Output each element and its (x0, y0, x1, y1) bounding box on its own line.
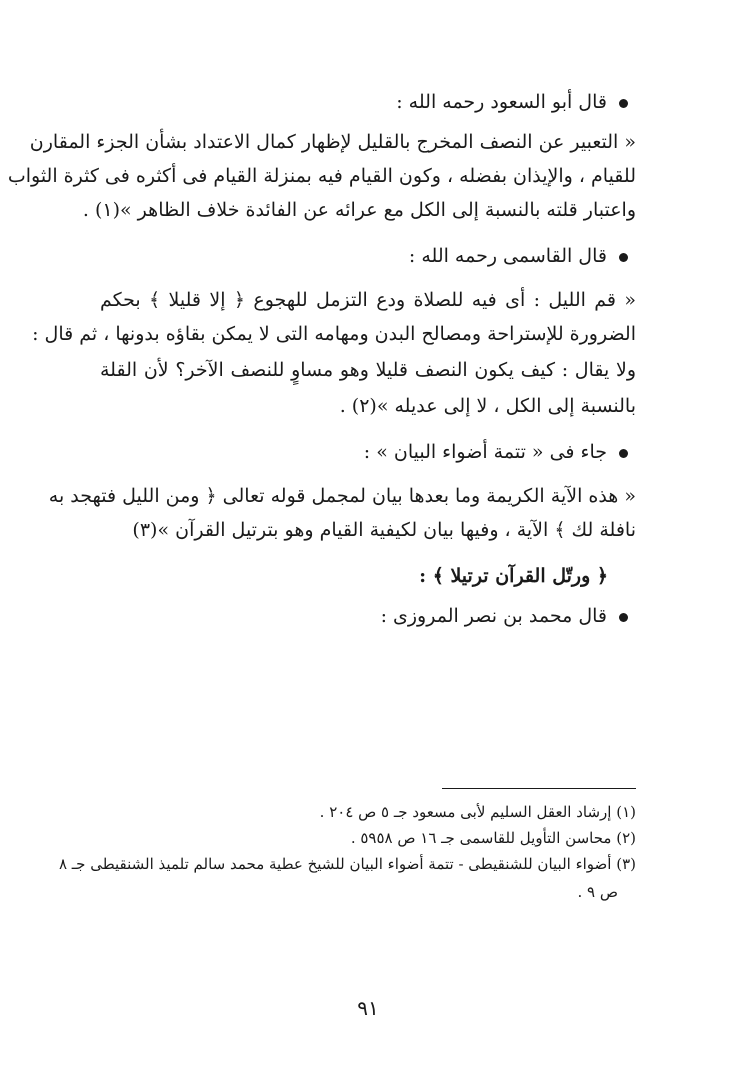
heading-text: قال القاسمى رحمه الله : (408, 245, 607, 267)
paragraph-line: « التعبير عن النصف المخرج بالقليل لإظهار كمال الاعتداد بشأن الجزء المقارن (29, 131, 636, 153)
bullet-icon (619, 613, 628, 622)
footnote: (٢) محاسن التأويل للقاسمى جـ ١٦ ص ٥٩٥٨ . (350, 829, 636, 847)
paragraph-line: واعتبار قلته بالنسبة إلى الكل مع عرائه عن الفائدة خلاف الظاهر »(١) . (82, 199, 636, 221)
paragraph-line: نافلة لك ﴾ الآية ، وفيها بيان لكيفية القيام وهو بترتيل القرآن »(٣) (132, 519, 636, 541)
page-number: ٩١ (357, 996, 379, 1020)
section-heading (120, 88, 628, 116)
paragraph-line: للقيام ، والإيذان بفضله ، وكون القيام فيه بمنزلة القيام فى أكثره فى كثرة الثواب (7, 165, 636, 187)
section-heading (120, 438, 628, 466)
footnote-divider (442, 788, 636, 789)
section-heading (120, 242, 628, 270)
paragraph-line: بالنسبة إلى الكل ، لا إلى عديله »(٢) . (339, 395, 636, 417)
verse-heading: ﴿ ورتّل القرآن ترتيلا ﴾ : (419, 565, 608, 587)
heading-text: قال محمد بن نصر المروزى : (380, 605, 607, 627)
paragraph-line: الضرورة للإستراحة ومصالح البدن ومهامه التى لا يمكن بقاؤه بدونها ، ثم قال : (32, 323, 636, 345)
heading-text: قال أبو السعود رحمه الله : (396, 91, 607, 113)
paragraph-line: ولا يقال : كيف يكون النصف قليلا وهو مساوٍ للنصف الآخر؟ لأن القلة (100, 359, 636, 381)
footnote: (١) إرشاد العقل السليم لأبى مسعود جـ ٥ ص ٢٠٤ . (319, 803, 636, 821)
bullet-icon (619, 253, 628, 262)
paragraph-line: « هذه الآية الكريمة وما بعدها بيان لمجمل قوله تعالى ﴿ ومن الليل فتهجد به (48, 485, 636, 507)
footnote: ص ٩ . (577, 883, 618, 901)
bullet-icon (619, 99, 628, 108)
section-heading (120, 602, 628, 630)
paragraph-line: « قم الليل : أى فيه للصلاة ودع التزمل للهجوع ﴿ إلا قليلا ﴾ بحكم (100, 289, 636, 311)
footnote: (٣) أضواء البيان للشنقيطى - تتمة أضواء البيان للشيخ عطية محمد سالم تلميذ الشنقيطى جـ ٨ (58, 855, 636, 873)
bullet-icon (619, 449, 628, 458)
heading-text: جاء فى « تتمة أضواء البيان » : (363, 441, 607, 463)
